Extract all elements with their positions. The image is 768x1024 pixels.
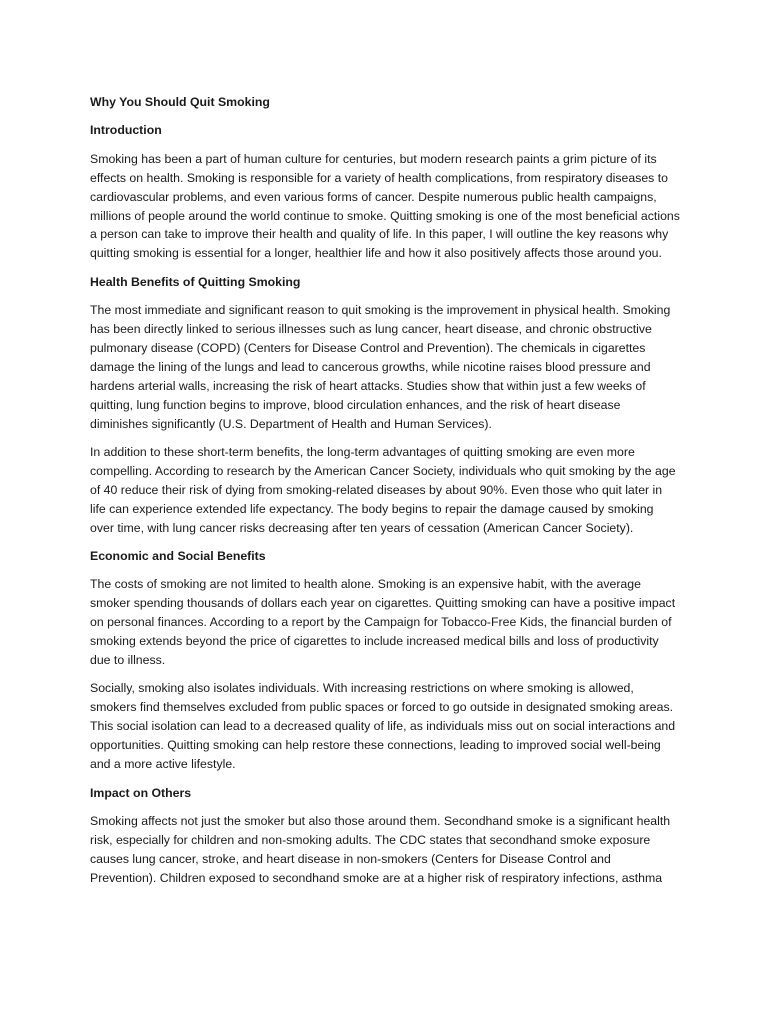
paragraph: Smoking has been a part of human culture for centuries, but modern research paints a grim picture of its effects on health. Smoking is responsible for a variety of health complications, from respiratory diseases to cardiovascular problems, and even various forms of cancer. Despite numerous public health campaigns, millions of people around the world continue to smoke. Quitting smoking is one of the most beneficial actions a person can take to improve their health and quality of life. In this paper, I will outline the key reasons why quitting smoking is essential for a longer, healthier life and how it also positively affects those around you.	[90, 151, 680, 261]
paragraph: The costs of smoking are not limited to health alone. Smoking is an expensive habit, with the average smoker spending thousands of dollars each year on cigarettes. Quitting smoking can have a positive impact on personal finances. According to a report by the Campaign for Tobacco-Free Kids, the financial burden of smoking extends beyond the price of cigarettes to include increased medical bills and loss of productivity due to illness.	[90, 577, 676, 668]
section-economic-social	[90, 547, 680, 774]
document-title: Why You Should Quit Smoking	[90, 95, 270, 109]
section-heading: Impact on Others	[90, 785, 192, 800]
section-heading: Introduction	[90, 123, 162, 138]
paragraph: Smoking affects not just the smoker but also those around them. Secondhand smoke is a significant health risk, especially for children and non-smoking adults. The CDC states that secondhand smoke exposure causes lung cancer, stroke, and heart disease in non-smokers (Centers for Disease Control and Prevention). Children exposed to secondhand smoke are at a higher risk of respiratory infections, asthma	[90, 813, 671, 885]
paragraph: In addition to these short-term benefits, the long-term advantages of quitting smoking are even more compelling. According to research by the American Cancer Society, individuals who quit smoking by the age of 40 reduce their risk of dying from smoking-related diseases by about 90%. Even those who quit later in life can experience extended life expectancy. The body begins to repair the damage caused by smoking over time, with lung cancer risks decreasing after ten years of cessation (American Cancer Society).	[90, 445, 676, 535]
section-impact-on-others	[90, 784, 680, 888]
section-introduction	[90, 121, 680, 263]
paragraph: Socially, smoking also isolates individuals. With increasing restrictions on where smoking is allowed, smokers find themselves excluded from public spaces or forced to go outside in designated smoking areas. This social isolation can lead to a decreased quality of life, as individuals miss out on social interactions and opportunities. Quitting smoking can help restore these connections, leading to improved social well-being and a more active lifestyle.	[90, 681, 676, 772]
section-heading: Economic and Social Benefits	[90, 549, 266, 564]
section-heading: Health Benefits of Quitting Smoking	[90, 274, 301, 289]
section-health-benefits	[90, 273, 680, 538]
paragraph: The most immediate and significant reason to quit smoking is the improvement in physical health. Smoking has been directly linked to serious illnesses such as lung cancer, heart disease, and chronic obstructive pulmonary disease (COPD) (Centers for Disease Control and Prevention). The chemicals in cigarettes damage the lining of the lungs and lead to cancerous growths, while nicotine raises blood pressure and hardens arterial walls, increasing the risk of heart attacks. Studies show that within just a few weeks of quitting, lung function begins to improve, blood circulation enhances, and the risk of heart disease diminishes significantly (U.S. Department of Health and Human Services).	[90, 303, 671, 431]
